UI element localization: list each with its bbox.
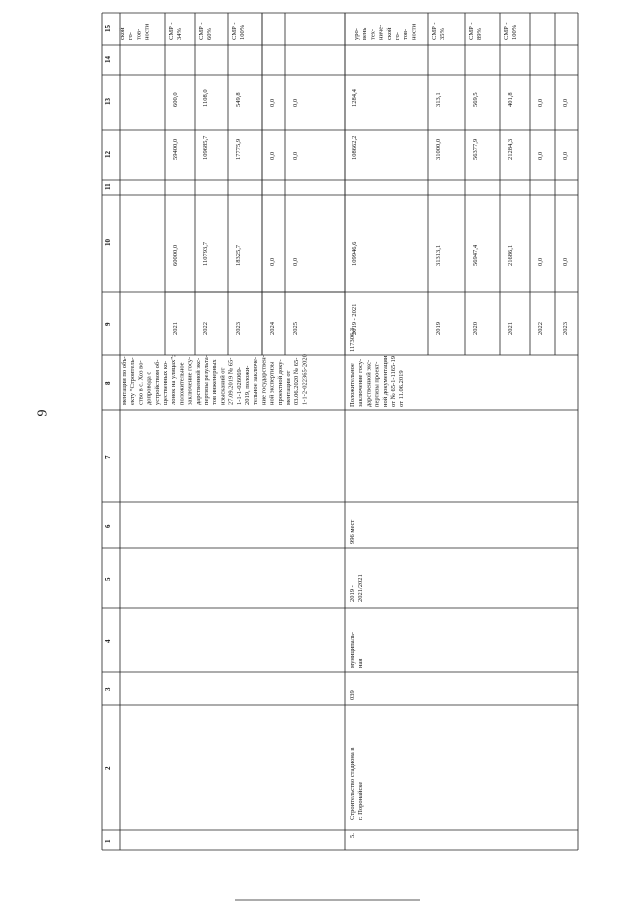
readiness-cell: СМР - — [503, 22, 510, 40]
federal-value-cell-group — [172, 139, 179, 160]
approval-doc-text: пертизы проект- — [373, 361, 381, 407]
readiness-cell-group — [231, 22, 246, 40]
readiness-cell: СМР - — [198, 22, 205, 40]
column-header-number: 15 — [104, 25, 112, 32]
continuation-doc-text: 27.09.2019 № 65- — [227, 357, 235, 405]
entry-number: 5. — [349, 833, 356, 838]
local-value-cell-group — [235, 92, 242, 107]
column-header-number: 5 — [104, 577, 112, 581]
readiness-cell-group — [168, 22, 183, 40]
entry-code-group — [349, 690, 356, 700]
total-value-cell-group — [172, 245, 179, 266]
continuation-doc-text: ной экспертизы — [268, 361, 276, 405]
readiness-cell: СМР - — [468, 22, 475, 40]
federal-value-cell: 0,0 — [292, 151, 299, 160]
continuation-doc-text: пертизы результа- — [203, 355, 210, 405]
federal-value-cell-group — [507, 139, 514, 160]
local-value-cell-group — [202, 89, 209, 107]
continuation-doc-text: допровода с — [145, 371, 153, 405]
period: 2019 - — [349, 585, 356, 602]
continuation-doc-text: лонок на улицах”; — [170, 355, 178, 405]
column-header-number: 8 — [104, 381, 112, 385]
approval-doc-text: дарственной экс- — [365, 359, 373, 407]
year-cell-group — [435, 322, 442, 335]
total-value-cell-group — [269, 258, 276, 266]
year-cell: 2022 — [202, 322, 209, 335]
column-header-number: 6 — [104, 524, 112, 528]
federal-value-cell-group — [269, 152, 276, 160]
continuation-doc-text: екту “Строитель- — [129, 357, 137, 405]
continuation-doc-text: 1-1-1-026069- — [235, 367, 243, 405]
readiness-cell: 89% — [476, 28, 484, 40]
total-value-cell: 0,0 — [269, 257, 276, 266]
year-cell-group — [351, 304, 358, 335]
continuation-doc-text: ство в с. Хоз во- — [137, 360, 145, 405]
local-value-cell-group — [269, 99, 276, 107]
column-header-number: 11 — [104, 183, 112, 190]
year-cell: 2021 — [507, 322, 514, 335]
page-number: 9 — [35, 409, 51, 417]
total-value-cell: 21686,1 — [507, 244, 514, 266]
total-value-cell: 0,0 — [537, 257, 544, 266]
ownership: муниципаль- — [349, 631, 356, 668]
readiness-label-group — [353, 23, 417, 40]
local-value-cell: 1284,4 — [351, 89, 358, 107]
federal-value-cell-group — [472, 139, 479, 160]
readiness-cell-group — [503, 22, 518, 40]
readiness-cell-group — [468, 22, 483, 40]
year-cell-group — [292, 322, 299, 335]
year-cell: 2020 — [472, 322, 479, 335]
local-value-cell-group — [472, 92, 479, 107]
continuation-doc-text: заключение госу- — [186, 356, 194, 405]
ownership: ная — [357, 658, 365, 668]
total-value-cell-group — [507, 245, 514, 266]
readiness-cell: СМР - — [431, 22, 438, 40]
approval-doc-text-group — [349, 355, 405, 407]
total-value-cell-group — [351, 241, 358, 266]
federal-value-cell-group — [235, 139, 242, 160]
continuation-doc-text: ние государствен- — [260, 355, 268, 405]
total-value-cell: 31313,1 — [435, 244, 442, 266]
local-value-cell-group — [537, 99, 544, 107]
federal-value-cell-group — [292, 152, 299, 160]
federal-value-cell: 0,0 — [537, 151, 544, 160]
year-cell-group — [472, 322, 479, 335]
local-value-cell: 1108,0 — [202, 89, 209, 107]
year-cell: 2023 — [562, 322, 569, 335]
local-value-cell: 549,8 — [235, 92, 242, 107]
continuation-doc-text: дарственной экс- — [194, 357, 202, 405]
readiness-cell: 60% — [206, 28, 214, 40]
federal-value-cell: 17775,9 — [235, 138, 242, 160]
total-value-cell-group — [235, 244, 242, 266]
local-value-cell: 569,5 — [472, 92, 479, 107]
period: 2021/2021 — [357, 574, 365, 602]
total-value-cell: 18325,7 — [235, 244, 242, 266]
federal-value-cell: 109685,7 — [202, 135, 209, 160]
approval-doc-text: Положительное — [349, 363, 356, 407]
continuation-doc-text: устройством об- — [153, 359, 161, 405]
year-cell-group — [172, 322, 179, 335]
year-cell: 2021 — [172, 322, 179, 335]
local-value-cell: 0,0 — [537, 98, 544, 107]
column-header-number: 10 — [104, 239, 112, 246]
local-value-cell-group — [172, 92, 179, 107]
column-header-number: 14 — [104, 56, 112, 63]
column-header-number: 13 — [104, 98, 112, 105]
continuation-doc-text-group — [121, 354, 308, 405]
column-header-number: 3 — [104, 687, 112, 691]
column-header-number: 9 — [104, 322, 112, 326]
local-value-cell-group — [292, 99, 299, 107]
total-value-cell-group — [202, 241, 209, 266]
local-value-cell: 401,8 — [507, 92, 514, 107]
ownership-group — [349, 632, 364, 668]
readiness-cell: 34% — [176, 28, 184, 40]
local-value-cell: 0,0 — [562, 98, 569, 107]
total-value-cell: 0,0 — [292, 257, 299, 266]
year-cell: 2019 - 2021 — [351, 303, 358, 335]
readiness-label: ской — [385, 27, 393, 40]
continuation-readiness-label: ской — [119, 27, 126, 40]
readiness-cell-group — [198, 22, 213, 40]
year-cell-group — [235, 322, 242, 335]
federal-value-cell-group — [202, 135, 209, 160]
approval-doc-text: заключение госу- — [357, 358, 365, 407]
continuation-readiness-label: тов- — [135, 28, 143, 40]
continuation-doc-text: ментации по объ- — [121, 356, 128, 405]
entry-name: Строительство стадиона в — [349, 747, 356, 820]
federal-value-cell-group — [351, 136, 358, 160]
year-cell: 2022 — [537, 322, 544, 335]
federal-value-cell: 21284,3 — [507, 138, 514, 160]
year-cell: 2025 — [292, 322, 299, 335]
continuation-doc-text: тов инженерных — [211, 359, 219, 405]
readiness-cell: 100% — [511, 24, 519, 40]
column-header-number: 12 — [104, 151, 112, 158]
entry-number-group — [349, 833, 356, 838]
federal-value-cell-group — [562, 152, 569, 160]
readiness-cell: СМР - — [231, 22, 238, 40]
continuation-readiness-label: го- — [127, 32, 135, 40]
total-value-cell-group — [537, 258, 544, 266]
federal-value-cell: 108662,2 — [351, 135, 358, 160]
federal-value-cell: 0,0 — [562, 151, 569, 160]
continuation-readiness-label-group — [119, 23, 151, 40]
readiness-label: тех- — [369, 28, 377, 40]
column-header-number: 1 — [104, 839, 112, 843]
local-value-cell: 0,0 — [292, 98, 299, 107]
year-cell-group — [537, 322, 544, 335]
entry-code: 039 — [349, 690, 356, 700]
capacity: 996 мест — [349, 519, 356, 544]
readiness-cell: 35% — [439, 28, 447, 40]
federal-value-cell: 56377,9 — [472, 138, 479, 160]
readiness-label: вень — [361, 27, 369, 40]
continuation-doc-text: ментации от — [285, 370, 292, 405]
year-cell-group — [507, 322, 514, 335]
approval-doc-text: от 11.06.2019 — [398, 370, 406, 407]
continuation-doc-text: изысканий от — [219, 367, 227, 405]
readiness-label: тов- — [402, 28, 410, 40]
total-value-cell-group — [435, 245, 442, 266]
total-value-cell: 60000,0 — [172, 244, 179, 266]
local-value-cell: 600,0 — [172, 92, 179, 107]
entry-name-group — [349, 748, 364, 821]
total-value-cell: 110793,7 — [202, 241, 209, 266]
readiness-label: уро- — [353, 28, 360, 40]
local-value-cell: 0,0 — [269, 98, 276, 107]
year-cell: 2024 — [269, 322, 276, 335]
federal-value-cell-group — [537, 152, 544, 160]
readiness-cell: СМР - — [168, 22, 175, 40]
year-cell-group — [269, 321, 276, 335]
entry-name: г. Поронайске — [357, 781, 365, 820]
federal-value-cell: 0,0 — [269, 151, 276, 160]
approval-doc-text: ной документации — [381, 355, 389, 407]
total-value-cell: 0,0 — [562, 257, 569, 266]
capacity-group — [349, 520, 356, 544]
local-value-cell-group — [351, 88, 358, 107]
readiness-cell-group — [431, 22, 446, 40]
total-value-cell-group — [472, 244, 479, 266]
continuation-doc-text: 2019, положи- — [244, 365, 251, 405]
federal-value-cell: 59400,0 — [172, 138, 179, 160]
continuation-doc-text: положительное — [178, 362, 186, 405]
continuation-doc-text: щественных ко- — [162, 360, 169, 405]
year-cell: 2023 — [235, 322, 242, 335]
continuation-doc-text: проектной доку- — [276, 359, 284, 405]
approval-doc-text: от № 65-1-1165-19 — [390, 356, 397, 407]
local-value-cell-group — [562, 99, 569, 107]
total-value-cell: 109946,6 — [351, 241, 358, 266]
readiness-label: ности — [410, 23, 418, 40]
column-header-number: 7 — [104, 455, 112, 459]
readiness-label: ниче- — [377, 24, 385, 40]
federal-value-cell: 31000,0 — [435, 138, 442, 160]
continuation-doc-text: 1-1-2-022365-2020 — [301, 354, 309, 405]
continuation-doc-text: 03.06.2020 № 65- — [293, 357, 301, 405]
readiness-cell: 100% — [239, 24, 247, 40]
year-cell: 2019 — [435, 322, 442, 335]
continuation-doc-text: тельное заключе- — [252, 356, 260, 405]
estimate-value: 117306,3 — [349, 327, 356, 352]
local-value-cell-group — [435, 92, 442, 107]
column-header-number: 4 — [104, 639, 112, 643]
federal-value-cell-group — [435, 139, 442, 160]
period-group — [349, 574, 364, 602]
local-value-cell: 313,1 — [435, 92, 442, 107]
local-value-cell-group — [507, 92, 514, 107]
year-cell-group — [202, 322, 209, 335]
total-value-cell: 56947,4 — [472, 244, 479, 266]
year-cell-group — [562, 322, 569, 335]
continuation-readiness-label: ности — [143, 23, 151, 40]
column-header-number: 2 — [104, 766, 112, 770]
readiness-label: го- — [394, 32, 401, 40]
total-value-cell-group — [562, 258, 569, 266]
total-value-cell-group — [292, 258, 299, 266]
